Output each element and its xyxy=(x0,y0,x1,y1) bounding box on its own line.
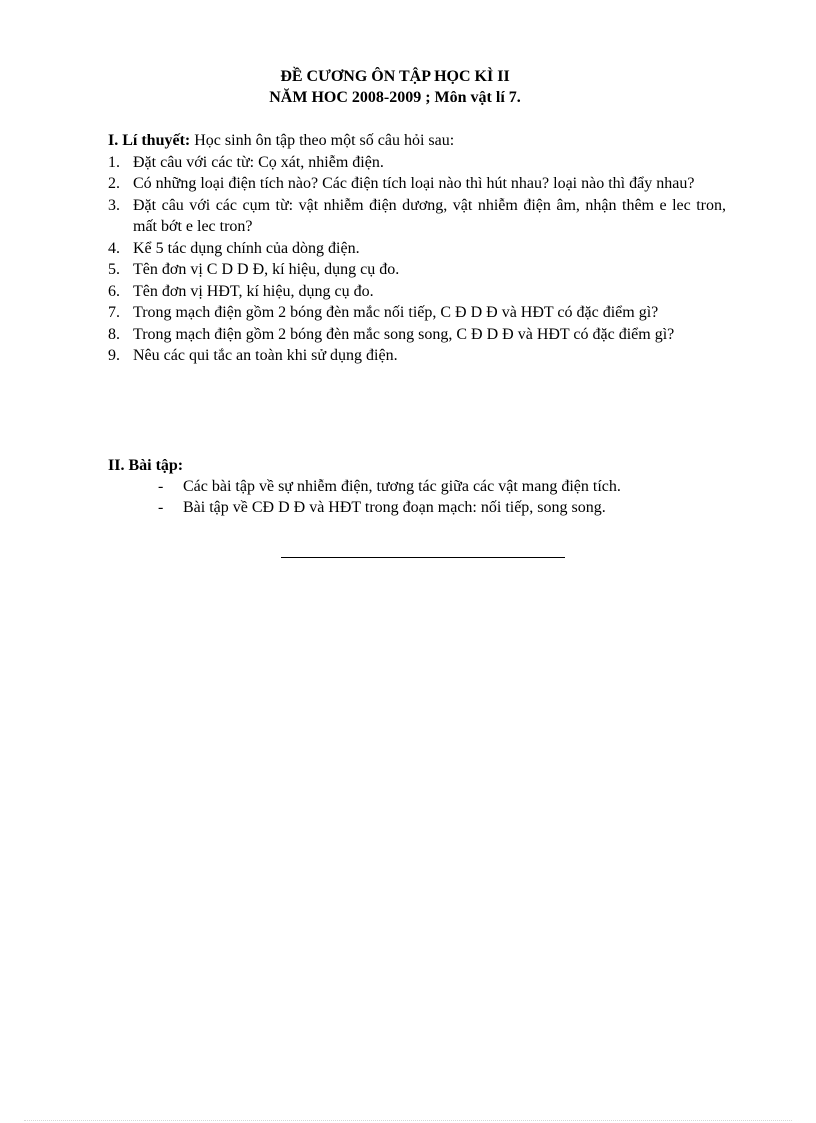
question-number: 8. xyxy=(108,325,120,343)
question-item xyxy=(108,345,726,367)
question-item xyxy=(108,302,726,324)
exercise-item xyxy=(108,476,726,497)
question-item xyxy=(108,281,726,303)
question-number: 5. xyxy=(108,261,120,278)
question-number: 6. xyxy=(108,282,120,300)
question-item xyxy=(108,173,726,195)
question-item xyxy=(108,238,726,260)
question-text: Đặt câu với các cụm từ: vật nhiễm điện dương, vật nhiễm điện âm, nhận thêm e lec tron, mất bớt e lec tron? xyxy=(133,196,726,235)
question-list xyxy=(108,152,726,367)
question-text: Tên đơn vị C D D Đ, kí hiệu, dụng cụ đo. xyxy=(133,261,400,278)
list-dash: - xyxy=(158,478,164,495)
end-divider xyxy=(281,557,565,558)
question-text: Trong mạch điện gồm 2 bóng đèn mắc nối tiếp, C Đ D Đ và HĐT có đặc điểm gì? xyxy=(133,304,659,321)
exercise-text: Bài tập về CĐ D Đ và HĐT trong đoạn mạch: nối tiếp, song song. xyxy=(183,499,606,516)
question-text: Đặt câu với các từ: Cọ xát, nhiễm điện. xyxy=(133,153,384,171)
question-number: 1. xyxy=(108,153,120,171)
question-item xyxy=(108,195,726,238)
question-number: 2. xyxy=(108,175,120,192)
document-subtitle: NĂM HOC 2008-2009 ; Môn vật lí 7. xyxy=(269,89,521,106)
question-text: Nêu các qui tắc an toàn khi sử dụng điện. xyxy=(133,347,398,364)
page-bottom-border xyxy=(24,1120,792,1121)
theory-heading: I. Lí thuyết: xyxy=(108,132,191,149)
exercise-list xyxy=(108,476,726,518)
list-dash: - xyxy=(158,499,164,516)
exercises-heading: II. Bài tập: xyxy=(108,457,184,474)
theory-section xyxy=(108,130,726,367)
question-text: Trong mạch điện gồm 2 bóng đèn mắc song song, C Đ D Đ và HĐT có đặc điểm gì? xyxy=(133,325,675,343)
theory-heading-line xyxy=(108,130,726,152)
theory-intro: Học sinh ôn tập theo một số câu hỏi sau: xyxy=(190,132,455,149)
question-item xyxy=(108,324,726,346)
exercise-text: Các bài tập về sự nhiễm điện, tương tác giữa các vật mang điện tích. xyxy=(183,478,621,495)
question-number: 3. xyxy=(108,196,120,214)
question-item xyxy=(108,152,726,174)
question-number: 7. xyxy=(108,304,120,321)
question-text: Tên đơn vị HĐT, kí hiệu, dụng cụ đo. xyxy=(133,282,374,300)
question-item xyxy=(108,259,726,281)
exercises-section xyxy=(108,455,726,518)
exercise-item xyxy=(108,497,726,518)
document-title: ĐỀ CƯƠNG ÔN TẬP HỌC KÌ II xyxy=(280,68,510,85)
question-text: Kể 5 tác dụng chính của dòng điện. xyxy=(133,239,360,257)
question-number: 4. xyxy=(108,239,120,257)
question-number: 9. xyxy=(108,347,120,364)
question-text: Có những loại điện tích nào? Các điện tích loại nào thì hút nhau? loại nào thì đẩy nhau? xyxy=(133,175,695,192)
